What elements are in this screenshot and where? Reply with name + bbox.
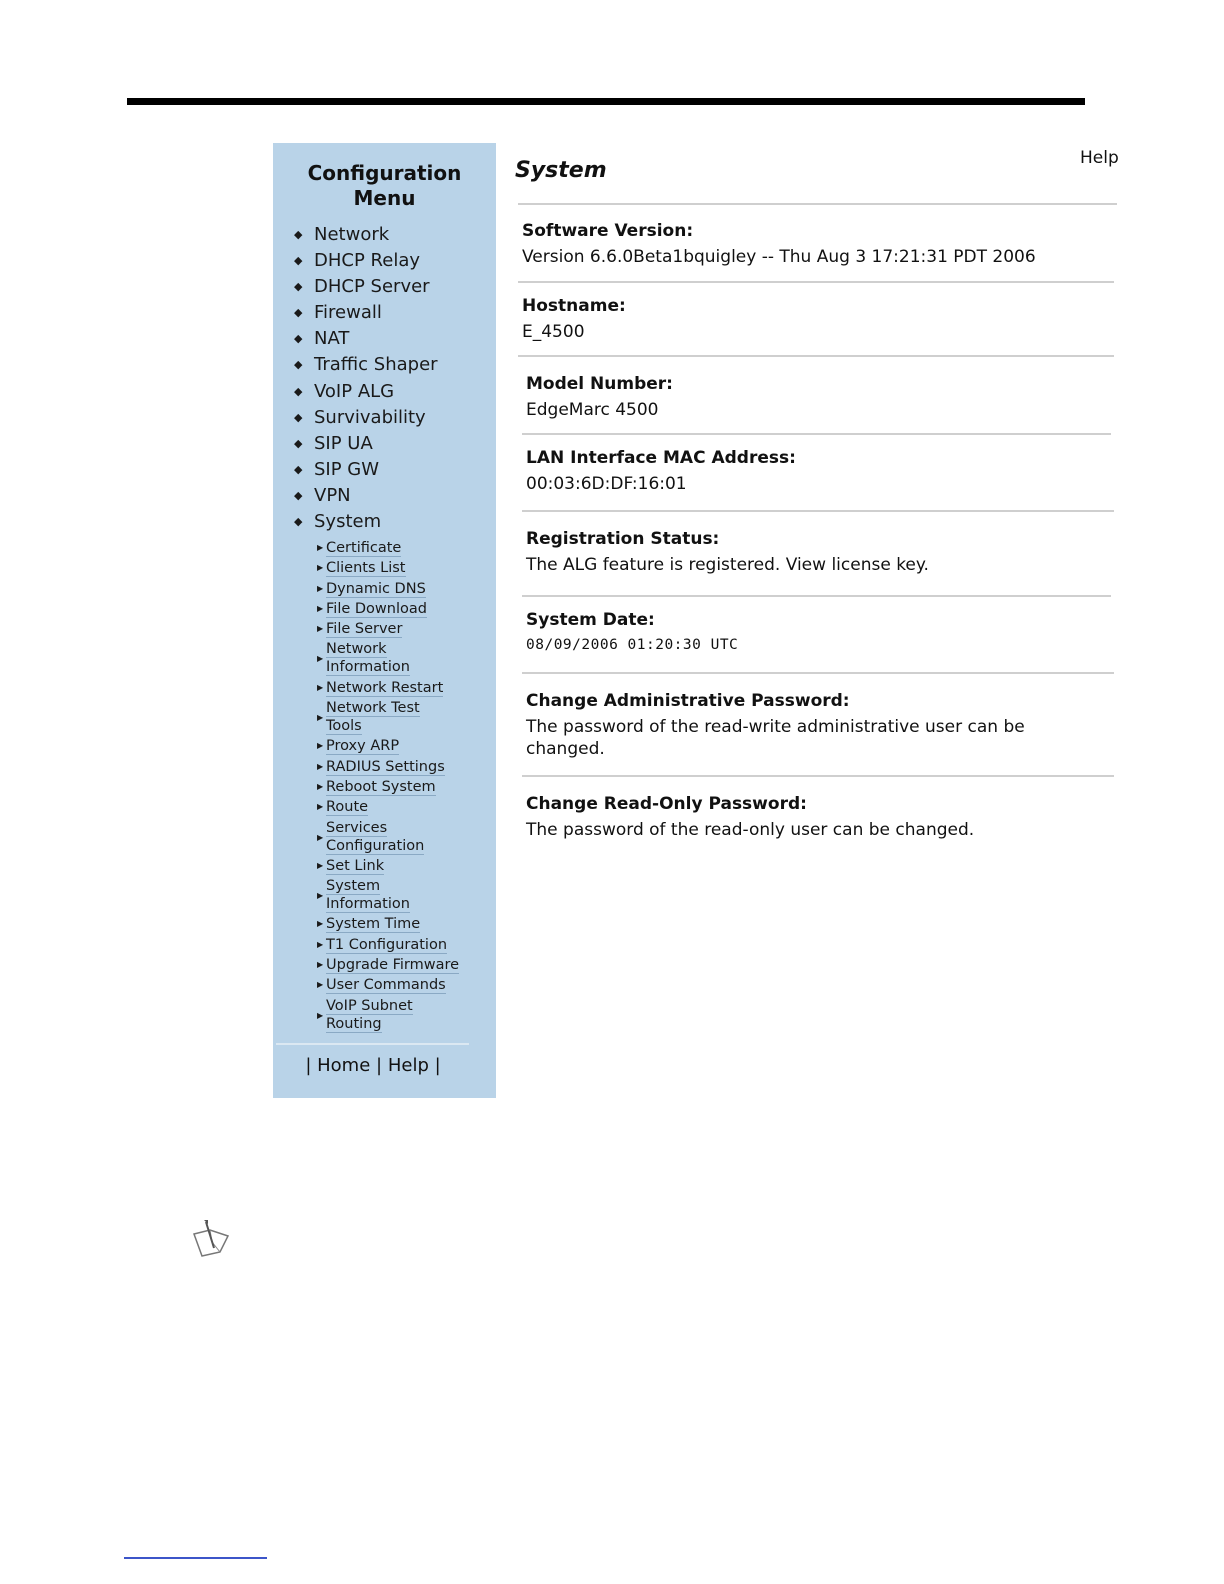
menu-item-traffic-shaper[interactable]: ◆ Traffic Shaper [273, 352, 496, 378]
sidebar-help-link[interactable]: Help [387, 1055, 429, 1076]
submenu-radius-settings[interactable]: ▶ RADIUS Settings [317, 758, 445, 775]
diamond-bullet-icon: ◆ [294, 332, 303, 346]
submenu-system-information[interactable]: ▶ System Information [317, 878, 410, 913]
software-version-label: Software Version: [522, 221, 694, 241]
system-submenu [273, 539, 496, 1035]
menu-item-voip-alg[interactable]: ◆ VoIP ALG [273, 379, 496, 405]
diamond-bullet-icon: ◆ [294, 488, 303, 502]
mac-address-value: 00:03:6D:DF:16:01 [526, 474, 687, 494]
submenu-t1-configuration[interactable]: ▶ T1 Configuration [317, 936, 448, 953]
right-triangle-icon: ▶ [317, 980, 324, 990]
sidebar-footer-links: | Home | Help | [305, 1055, 441, 1076]
right-triangle-icon: ▶ [317, 960, 324, 970]
diamond-bullet-icon: ◆ [294, 410, 303, 424]
right-triangle-icon: ▶ [317, 802, 324, 812]
diamond-bullet-icon: ◆ [294, 462, 303, 476]
registration-status-label: Registration Status: [526, 529, 720, 549]
divider [522, 672, 1114, 674]
submenu-network-restart[interactable]: ▶ Network Restart [317, 679, 444, 696]
submenu-reboot-system[interactable]: ▶ Reboot System [317, 778, 436, 795]
right-triangle-icon: ▶ [317, 682, 324, 692]
mac-address-label: LAN Interface MAC Address: [526, 448, 796, 468]
menu-item-vpn[interactable]: ◆ VPN [273, 483, 496, 509]
right-triangle-icon: ▶ [317, 860, 324, 870]
system-date-value: 08/09/2006 01:20:30 UTC [526, 637, 739, 653]
change-admin-password-text-cont: changed. [526, 739, 605, 759]
diamond-bullet-icon: ◆ [294, 515, 303, 529]
model-number-value: EdgeMarc 4500 [526, 400, 659, 420]
page-title: System [515, 158, 607, 183]
divider [518, 203, 1117, 205]
menu-item-survivability[interactable]: ◆ Survivability [273, 405, 496, 431]
diamond-bullet-icon: ◆ [294, 280, 303, 294]
software-version-value: Version 6.6.0Beta1bquigley -- Thu Aug 3 17:21:31 PDT 2006 [522, 247, 1036, 267]
menu-item-firewall[interactable]: ◆ Firewall [273, 300, 496, 326]
diamond-bullet-icon: ◆ [294, 306, 303, 320]
right-triangle-icon: ▶ [317, 654, 324, 664]
submenu-set-link[interactable]: ▶ Set Link [317, 857, 385, 874]
diamond-bullet-icon: ◆ [294, 254, 303, 268]
note-pencil-icon [190, 1218, 232, 1258]
menu-item-sip-ua[interactable]: ◆ SIP UA [273, 431, 496, 457]
help-link[interactable]: Help [1080, 148, 1119, 168]
menu-item-system[interactable]: ◆ System [273, 509, 496, 535]
submenu-file-download[interactable]: ▶ File Download [317, 600, 427, 617]
home-link[interactable]: Home [317, 1055, 371, 1076]
right-triangle-icon: ▶ [317, 603, 324, 613]
footnote-rule [124, 1557, 267, 1559]
diamond-bullet-icon: ◆ [294, 358, 303, 372]
model-number-label: Model Number: [526, 374, 673, 394]
header-rule [127, 98, 1085, 105]
submenu-dynamic-dns[interactable]: ▶ Dynamic DNS [317, 580, 426, 597]
right-triangle-icon: ▶ [317, 543, 324, 552]
diamond-bullet-icon: ◆ [294, 228, 303, 241]
menu-title: Configuration Menu [307, 161, 462, 210]
submenu-network-test-tools[interactable]: ▶ Network Test Tools [317, 700, 420, 735]
right-triangle-icon: ▶ [317, 781, 324, 791]
menu-item-sip-gw[interactable]: ◆ SIP GW [273, 457, 496, 483]
right-triangle-icon: ▶ [317, 563, 324, 573]
right-triangle-icon: ▶ [317, 1010, 324, 1020]
submenu-user-commands[interactable]: ▶ User Commands [317, 977, 446, 994]
submenu-services-configuration[interactable]: ▶ Services Configuration [317, 819, 425, 854]
menu-item-dhcp-server[interactable]: ◆ DHCP Server [273, 274, 496, 300]
submenu-certificate[interactable]: ▶ Certificate [317, 540, 402, 556]
hostname-value: E_4500 [522, 322, 585, 342]
divider [522, 595, 1111, 597]
submenu-clients-list[interactable]: ▶ Clients List [317, 560, 406, 577]
sidebar-divider [276, 1043, 469, 1045]
submenu-system-time[interactable]: ▶ System Time [317, 916, 421, 933]
menu-item-nat[interactable]: ◆ NAT [273, 326, 496, 352]
submenu-file-server[interactable]: ▶ File Server [317, 621, 403, 638]
divider [518, 281, 1114, 283]
right-triangle-icon: ▶ [317, 741, 324, 751]
submenu-voip-subnet-routing[interactable]: ▶ VoIP Subnet Routing [317, 997, 413, 1032]
submenu-route[interactable]: ▶ Route [317, 799, 369, 816]
right-triangle-icon: ▶ [317, 583, 324, 593]
right-triangle-icon: ▶ [317, 919, 324, 929]
change-admin-password-label: Change Administrative Password: [526, 691, 850, 711]
submenu-proxy-arp[interactable]: ▶ Proxy ARP [317, 738, 400, 755]
menu-item-dhcp-relay[interactable]: ◆ DHCP Relay [273, 248, 496, 274]
menu-item-network[interactable]: ◆ Network [273, 222, 496, 248]
change-readonly-password-label: Change Read-Only Password: [526, 794, 807, 814]
submenu-network-information[interactable]: ▶ Network Information [317, 641, 410, 676]
right-triangle-icon: ▶ [317, 832, 324, 842]
submenu-upgrade-firmware[interactable]: ▶ Upgrade Firmware [317, 957, 460, 974]
menu-list [273, 222, 496, 535]
change-admin-password-text: The password of the read-write administrative user can be [526, 717, 1025, 737]
divider [522, 775, 1114, 777]
divider [522, 510, 1114, 512]
change-readonly-password-text: The password of the read-only user can be changed. [526, 820, 975, 840]
right-triangle-icon: ▶ [317, 713, 324, 723]
divider [522, 433, 1111, 435]
configuration-menu [273, 143, 496, 1098]
registration-status-value: The ALG feature is registered. View license key. [526, 555, 929, 575]
right-triangle-icon: ▶ [317, 939, 324, 949]
right-triangle-icon: ▶ [317, 761, 324, 771]
divider [518, 355, 1114, 357]
right-triangle-icon: ▶ [317, 891, 324, 901]
right-triangle-icon: ▶ [317, 624, 324, 634]
hostname-label: Hostname: [522, 296, 626, 316]
system-date-label: System Date: [526, 610, 655, 630]
diamond-bullet-icon: ◆ [294, 384, 303, 398]
diamond-bullet-icon: ◆ [294, 436, 303, 450]
